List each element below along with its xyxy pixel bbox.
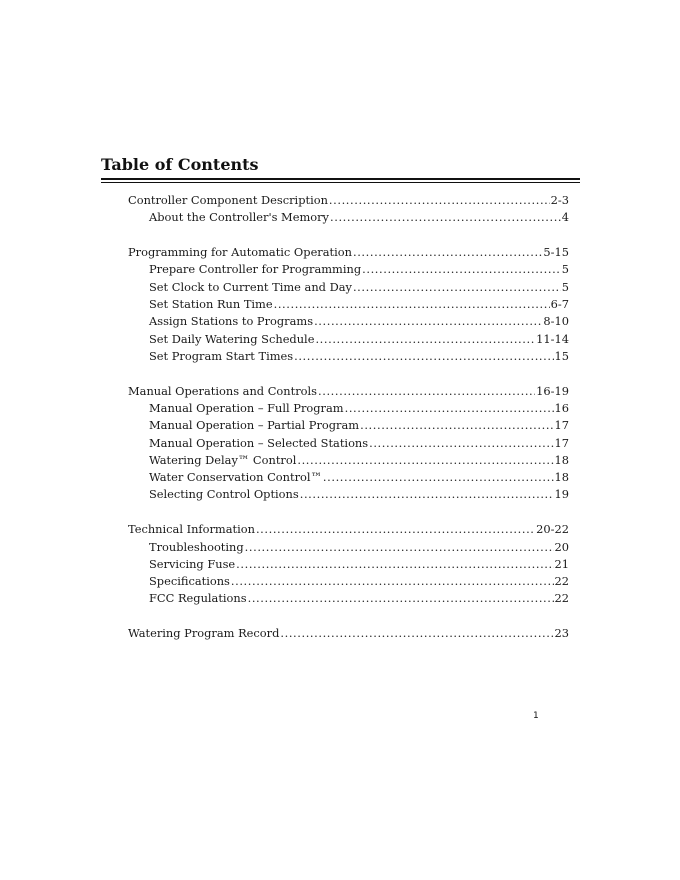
toc-entry-page: 5 xyxy=(561,279,569,294)
toc-section-entry[interactable] xyxy=(128,244,569,261)
toc-entry-label: Controller Component Description xyxy=(128,193,328,207)
toc-subentry[interactable] xyxy=(128,590,569,607)
toc-subentry[interactable] xyxy=(128,209,569,226)
dot-leader xyxy=(274,296,550,313)
dot-leader xyxy=(362,261,561,278)
toc-entry-label: Assign Stations to Programs xyxy=(149,314,314,329)
toc-entry-page: 17 xyxy=(554,435,569,450)
toc-entry-page: 5 xyxy=(561,262,569,277)
dot-leader xyxy=(353,279,561,296)
toc-entry-label: Manual Operation – Full Program xyxy=(149,400,344,415)
dot-leader xyxy=(280,625,553,642)
page-title: Table of Contents xyxy=(101,155,259,174)
toc-entry-page: 16-19 xyxy=(536,383,569,398)
dot-leader xyxy=(345,400,554,417)
toc-entry-label: Set Clock to Current Time and Day xyxy=(149,279,352,294)
toc-entry-label: About the Controller's Memory xyxy=(149,210,329,225)
toc-section xyxy=(128,383,569,504)
toc-subentry[interactable] xyxy=(128,313,569,330)
dot-leader xyxy=(236,556,553,573)
dot-leader xyxy=(353,244,542,261)
toc-section-entry[interactable] xyxy=(128,625,569,642)
toc-entry-label: Troubleshooting xyxy=(149,539,244,554)
toc-entry-page: 21 xyxy=(554,556,569,571)
toc-entry-label: Set Station Run Time xyxy=(149,296,273,311)
dot-leader xyxy=(330,209,561,226)
toc-entry-label: Set Program Start Times xyxy=(149,348,294,363)
page-number: 1 xyxy=(533,711,539,721)
toc-section xyxy=(128,625,569,642)
dot-leader xyxy=(297,452,553,469)
toc-entry-label: Water Conservation Control™ xyxy=(149,470,322,485)
toc-entry-page: 18 xyxy=(554,470,569,485)
toc-entry-page: 5-15 xyxy=(543,245,569,260)
toc-entry-page: 2-3 xyxy=(550,193,569,207)
toc-entry-label: Manual Operation – Partial Program xyxy=(149,418,360,433)
toc-subentry[interactable] xyxy=(128,348,569,365)
dot-leader xyxy=(360,417,553,434)
dot-leader xyxy=(315,331,535,348)
toc-section-entry[interactable] xyxy=(128,521,569,538)
heading-rule-thick xyxy=(101,178,580,180)
toc-subentry[interactable] xyxy=(128,539,569,556)
toc-subentry[interactable] xyxy=(128,400,569,417)
dot-leader xyxy=(231,573,554,590)
toc-entry-page: 20-22 xyxy=(536,522,569,537)
toc-entry-label: Prepare Controller for Programming xyxy=(149,262,362,277)
toc-section xyxy=(128,192,569,227)
toc-subentry[interactable] xyxy=(128,261,569,278)
toc-section-entry[interactable] xyxy=(128,383,569,400)
dot-leader xyxy=(300,486,554,503)
toc-subentry[interactable] xyxy=(128,486,569,503)
toc-entry-page: 18 xyxy=(554,452,569,467)
toc-section xyxy=(128,521,569,607)
toc-entry-label: FCC Regulations xyxy=(149,591,247,606)
toc-subentry[interactable] xyxy=(128,417,569,434)
toc-entry-page: 22 xyxy=(554,591,569,606)
toc-entry-page: 17 xyxy=(554,418,569,433)
dot-leader xyxy=(248,590,554,607)
toc-subentry[interactable] xyxy=(128,435,569,452)
toc-subentry[interactable] xyxy=(128,556,569,573)
toc-entry-label: Specifications xyxy=(149,574,230,589)
toc-entry-label: Set Daily Watering Schedule xyxy=(149,331,315,346)
toc-entry-label: Selecting Control Options xyxy=(149,487,299,502)
toc-entry-page: 20 xyxy=(554,539,569,554)
toc-subentry[interactable] xyxy=(128,279,569,296)
toc-section xyxy=(128,244,569,365)
dot-leader xyxy=(369,435,553,452)
toc-entry-page: 15 xyxy=(554,348,569,363)
toc-entry-label: Watering Delay™ Control xyxy=(149,452,297,467)
dot-leader xyxy=(323,469,554,486)
toc-subentry[interactable] xyxy=(128,573,569,590)
toc-entry-page: 6-7 xyxy=(550,296,569,311)
dot-leader xyxy=(329,192,550,209)
toc-entry-page: 19 xyxy=(554,487,569,502)
toc-subentry[interactable] xyxy=(128,469,569,486)
toc-entry-page: 8-10 xyxy=(543,314,569,329)
toc-subentry[interactable] xyxy=(128,296,569,313)
toc-entry-page: 11-14 xyxy=(536,331,569,346)
toc-subentry[interactable] xyxy=(128,452,569,469)
toc-entry-page: 23 xyxy=(554,626,569,641)
dot-leader xyxy=(318,383,535,400)
toc-entry-label: Watering Program Record xyxy=(128,626,280,641)
toc-entry-label: Technical Information xyxy=(128,522,255,537)
dot-leader xyxy=(256,521,535,538)
dot-leader xyxy=(294,348,553,365)
heading-rule-thin xyxy=(101,182,580,183)
toc-entry-label: Programming for Automatic Operation xyxy=(128,245,352,260)
toc-entry-label: Manual Operation – Selected Stations xyxy=(149,435,369,450)
dot-leader xyxy=(314,313,542,330)
toc-section-entry[interactable] xyxy=(128,192,569,209)
toc-entry-page: 4 xyxy=(561,210,569,225)
toc-entry-page: 16 xyxy=(554,400,569,415)
toc-entry-label: Manual Operations and Controls xyxy=(128,383,317,398)
toc-entry-label: Servicing Fuse xyxy=(149,556,236,571)
toc-entry-page: 22 xyxy=(554,574,569,589)
dot-leader xyxy=(245,539,554,556)
table-of-contents xyxy=(128,192,569,660)
toc-subentry[interactable] xyxy=(128,331,569,348)
